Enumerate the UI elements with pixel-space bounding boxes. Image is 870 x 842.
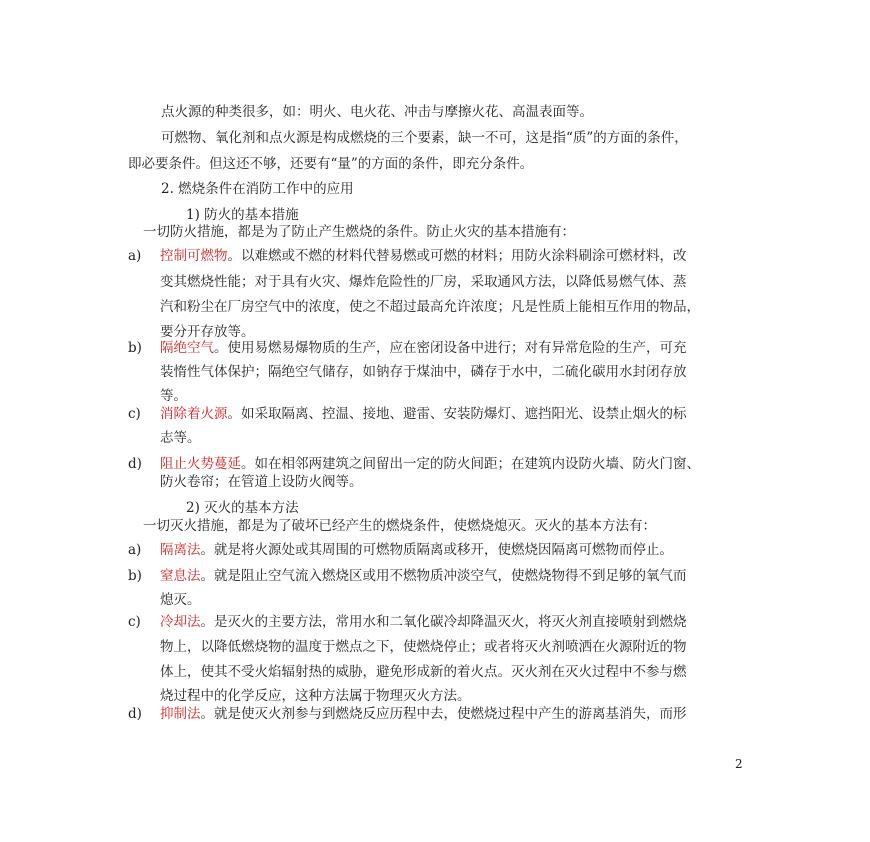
section-heading: 2. 燃烧条件在消防工作中的应用	[161, 181, 354, 197]
list-marker: b)	[128, 340, 142, 356]
list-marker: d)	[128, 456, 142, 472]
list-marker: d)	[128, 706, 142, 722]
list-item	[160, 540, 673, 560]
list-marker: c)	[128, 406, 141, 422]
list-item-text: 。使用易燃易爆物质的生产，应在密闭设备中进行；对有异常危险的生产，可充	[214, 340, 687, 356]
list-item-continuation: 装惰性气体保护；隔绝空气储存，如钠存于煤油中，磷存于水中，二硫化碳用水封闭存放	[160, 364, 687, 380]
paragraph-line: 可燃物、氧化剂和点火源是构成燃烧的三个要素，缺一不可，这是指“质”的方面的条件，	[161, 130, 688, 146]
paragraph-line: 一切防火措施，都是为了防止产生燃烧的条件。防止火灾的基本措施有：	[143, 224, 575, 240]
list-item-text: 。以难燃或不燃的材料代替易燃或可燃的材料；用防火涂料刷涂可燃材料，改	[227, 248, 687, 264]
subsection-heading: 1) 防火的基本措施	[186, 207, 299, 223]
list-marker: a)	[128, 542, 142, 558]
list-item	[160, 404, 687, 424]
highlight-term: 窒息法	[160, 568, 201, 584]
paragraph-line: 一切灭火措施，都是为了破坏已经产生的燃烧条件，使燃烧熄灭。灭火的基本方法有：	[143, 518, 656, 534]
list-item	[160, 566, 687, 586]
list-item	[160, 612, 687, 632]
list-item-continuation: 烧过程中的化学反应，这种方法属于物理灭火方法。	[160, 688, 471, 704]
paragraph-line: 点火源的种类很多，如：明火、电火花、冲击与摩擦火花、高温表面等。	[161, 104, 593, 120]
list-item-continuation: 熄灭。	[160, 592, 201, 608]
list-item	[160, 338, 687, 358]
highlight-term: 冷却法	[160, 614, 201, 630]
list-item	[160, 246, 687, 266]
highlight-term: 隔绝空气	[160, 340, 214, 356]
highlight-term: 隔离法	[160, 542, 201, 558]
list-item-continuation: 物上，以降低燃烧物的温度于燃点之下，使燃烧停止；或者将灭火剂喷洒在火源附近的物	[160, 639, 687, 655]
paragraph-line: 即必要条件。但这还不够，还要有“量”的方面的条件，即充分条件。	[128, 156, 534, 172]
list-item	[160, 704, 687, 724]
list-item-continuation: 变其燃烧性能；对于具有火灾、爆炸危险性的厂房，采取通风方法，以降低易燃气体、蒸	[160, 274, 687, 290]
list-item-continuation: 志等。	[160, 430, 201, 446]
list-item-text: 。就是阻止空气流入燃烧区或用不燃物质冲淡空气，使燃烧物得不到足够的氧气而	[200, 568, 687, 584]
highlight-term: 消除着火源	[160, 406, 228, 422]
list-item-continuation: 防火卷帘；在管道上设防火阀等。	[160, 474, 363, 490]
highlight-term: 控制可燃物	[160, 248, 228, 264]
page-number: 2	[735, 757, 743, 771]
list-marker: b)	[128, 568, 142, 584]
subsection-heading: 2) 灭火的基本方法	[186, 500, 299, 516]
list-item	[160, 454, 700, 474]
list-item-text: 。如在相邻两建筑之间留出一定的防火间距；在建筑内设防火墙、防火门窗、	[241, 456, 700, 472]
list-item-text: 。如采取隔离、控温、接地、避雷、安装防爆灯、遮挡阳光、设禁止烟火的标	[227, 406, 687, 422]
list-marker: a)	[128, 248, 142, 264]
list-item-continuation: 汽和粉尘在厂房空气中的浓度，使之不超过最高允许浓度；凡是性质上能相互作用的物品，	[160, 299, 700, 315]
list-item-text: 。是灭火的主要方法，常用水和二氧化碳冷却降温灭火，将灭火剂直接喷射到燃烧	[200, 614, 687, 630]
highlight-term: 阻止火势蔓延	[160, 456, 241, 472]
list-item-continuation: 等。	[160, 388, 187, 404]
list-item-text: 。就是将火源处或其周围的可燃物质隔离或移开，使燃烧因隔离可燃物而停止。	[200, 542, 673, 558]
list-marker: c)	[128, 614, 141, 630]
list-item-continuation: 要分开存放等。	[160, 324, 255, 340]
list-item-text: 。就是使灭火剂参与到燃烧反应历程中去，使燃烧过程中产生的游离基消失，而形	[200, 706, 687, 722]
highlight-term: 抑制法	[160, 706, 201, 722]
list-item-continuation: 体上，使其不受火焰辐射热的威胁，避免形成新的着火点。灭火剂在灭火过程中不参与燃	[160, 664, 687, 680]
